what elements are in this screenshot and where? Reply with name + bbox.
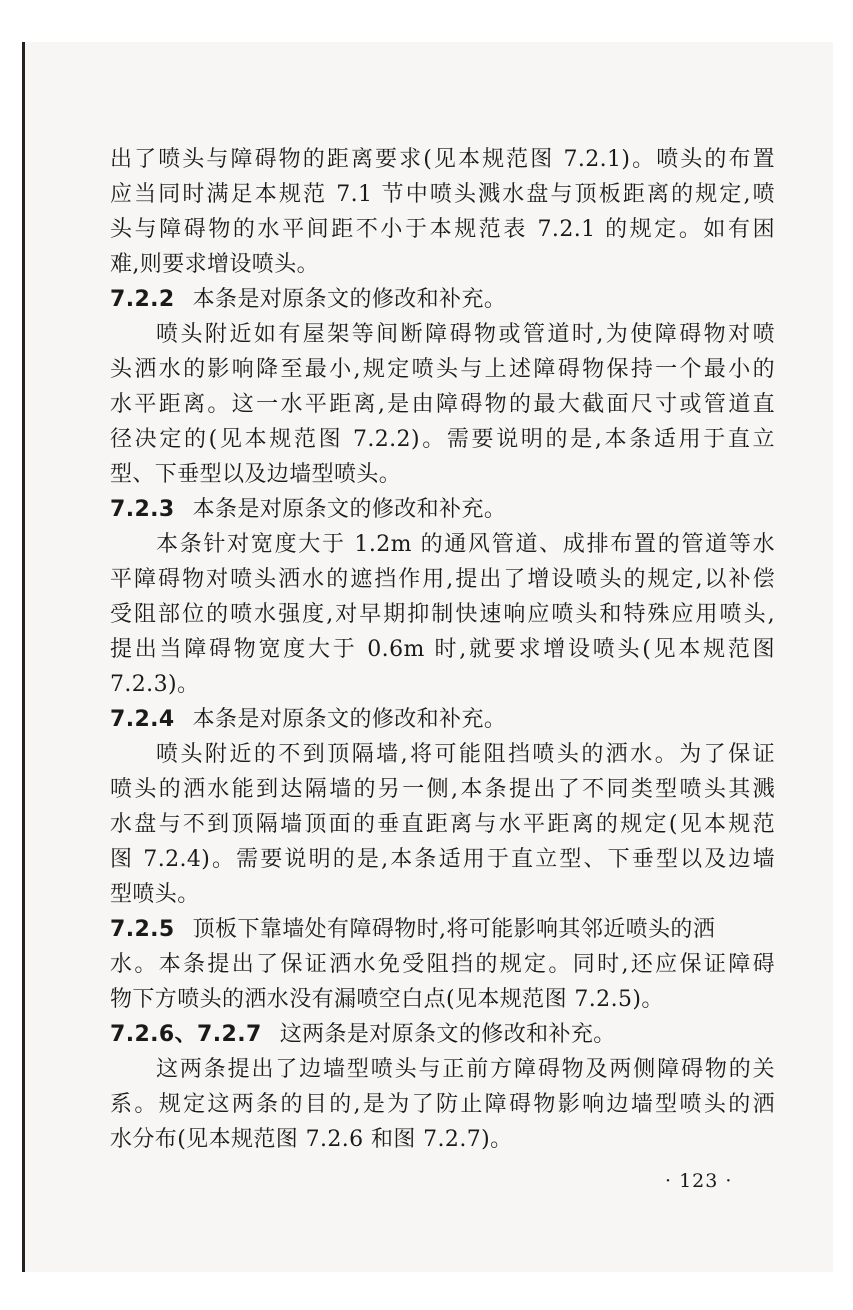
text-line: 应当同时满足本规范 7.1 节中喷头溅水盘与顶板距离的规定,喷 [110, 182, 775, 207]
text-line: 头洒水的影响降至最小,规定喷头与上述障碍物保持一个最小的 [110, 357, 775, 382]
clause-title: 本条是对原条文的修改和补充。 [192, 497, 507, 522]
text-line: 难,则要求增设喷头。 [110, 252, 319, 277]
text-line: 提出当障碍物宽度大于 0.6m 时,就要求增设喷头(见本规范图 [110, 637, 775, 662]
text-line: 系。规定这两条的目的,是为了防止障碍物影响边墙型喷头的洒 [110, 1092, 775, 1117]
clause-number: 7.2.2 [110, 287, 175, 312]
text-line: 出了喷头与障碍物的距离要求(见本规范图 7.2.1)。喷头的布置 [110, 147, 775, 172]
text-line: 图 7.2.4)。需要说明的是,本条适用于直立型、下垂型以及边墙 [110, 847, 775, 872]
clause-number: 7.2.5 [110, 917, 175, 942]
text-line: 这两条提出了边墙型喷头与正前方障碍物及两侧障碍物的关 [156, 1057, 775, 1082]
text-line: 平障碍物对喷头洒水的遮挡作用,提出了增设喷头的规定,以补偿 [110, 567, 775, 592]
clause-heading [110, 282, 775, 317]
clause-title: 顶板下靠墙处有障碍物时,将可能影响其邻近喷头的洒 [192, 917, 716, 942]
clause-title: 本条是对原条文的修改和补充。 [192, 287, 507, 312]
clause-title: 这两条是对原条文的修改和补充。 [279, 1022, 616, 1047]
text-line: 型喷头。 [110, 882, 200, 907]
text-line: 水盘与不到顶隔墙顶面的垂直距离与水平距离的规定(见本规范 [110, 812, 775, 837]
text-line: 本条针对宽度大于 1.2m 的通风管道、成排布置的管道等水 [156, 532, 775, 557]
text-line: 径决定的(见本规范图 7.2.2)。需要说明的是,本条适用于直立 [110, 427, 775, 452]
text-line: 型、下垂型以及边墙型喷头。 [110, 462, 402, 487]
text-line: 7.2.3)。 [110, 672, 200, 697]
text-line: 水。本条提出了保证洒水免受阻挡的规定。同时,还应保证障碍 [110, 952, 775, 977]
text-line: 喷头的洒水能到达隔墙的另一侧,本条提出了不同类型喷头其溅 [110, 777, 775, 802]
clause-title: 本条是对原条文的修改和补充。 [192, 707, 507, 732]
clause-heading [110, 492, 775, 527]
text-line: 物下方喷头的洒水没有漏喷空白点(见本规范图 7.2.5)。 [110, 987, 664, 1012]
text-line: 水平距离。这一水平距离,是由障碍物的最大截面尺寸或管道直 [110, 392, 775, 417]
clause-number: 7.2.3 [110, 497, 175, 522]
text-line: 受阻部位的喷水强度,对早期抑制快速响应喷头和特殊应用喷头, [110, 602, 775, 627]
clause-number: 7.2.4 [110, 707, 175, 732]
text-line: 水分布(见本规范图 7.2.6 和图 7.2.7)。 [110, 1127, 513, 1152]
text-line: 头与障碍物的水平间距不小于本规范表 7.2.1 的规定。如有困 [110, 217, 775, 242]
clause-heading [110, 1017, 775, 1052]
text-line: 喷头附近的不到顶隔墙,将可能阻挡喷头的洒水。为了保证 [156, 742, 775, 767]
clause-heading [110, 702, 775, 737]
body-text [110, 142, 775, 1157]
clause-heading [110, 912, 775, 947]
text-line: 喷头附近如有屋架等间断障碍物或管道时,为使障碍物对喷 [156, 322, 775, 347]
page-number: · 123 · [665, 1170, 733, 1192]
clause-number: 7.2.6、7.2.7 [110, 1022, 262, 1047]
